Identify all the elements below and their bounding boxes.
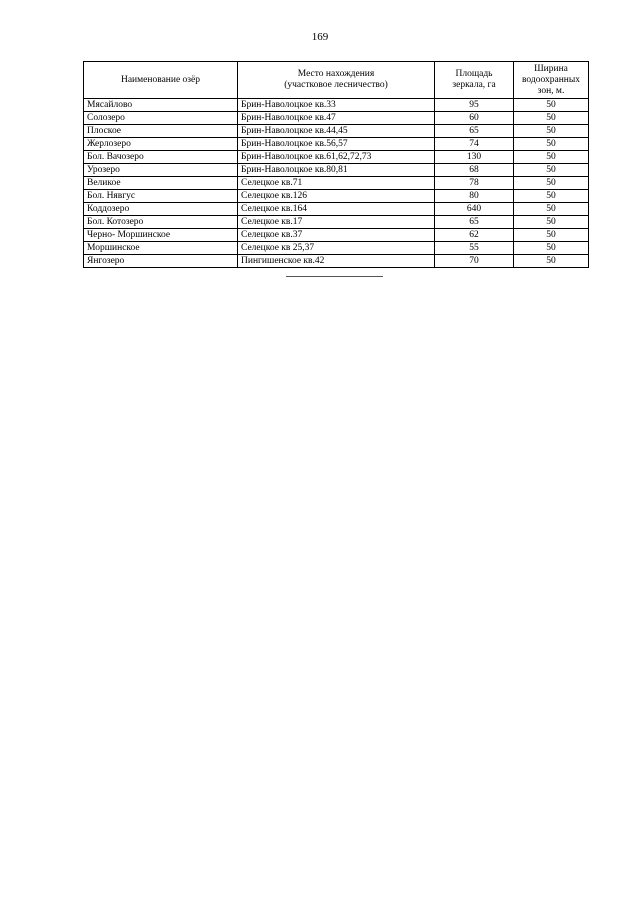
header-area-line2: зеркала, га (452, 80, 496, 90)
cell-location: Пингишенское кв.42 (238, 255, 435, 268)
table-row (84, 229, 589, 242)
cell-lake-name: Бол. Котозеро (84, 216, 238, 229)
cell-location: Брин-Наволоцкое кв.47 (238, 112, 435, 125)
cell-protection-width: 50 (514, 255, 589, 268)
cell-lake-name: Моршинское (84, 242, 238, 255)
cell-lake-name: Бол. Вачозеро (84, 151, 238, 164)
cell-protection-width: 50 (514, 164, 589, 177)
table-row (84, 112, 589, 125)
cell-protection-width: 50 (514, 112, 589, 125)
lakes-table (83, 61, 589, 268)
cell-lake-name: Коддозеро (84, 203, 238, 216)
table-row (84, 203, 589, 216)
header-area-line1: Площадь (455, 69, 493, 79)
cell-location: Селецкое кв 25,37 (238, 242, 435, 255)
cell-location: Селецкое кв.71 (238, 177, 435, 190)
table-row (84, 190, 589, 203)
cell-area: 95 (435, 99, 514, 112)
cell-area: 65 (435, 125, 514, 138)
cell-area: 60 (435, 112, 514, 125)
cell-protection-width: 50 (514, 242, 589, 255)
header-width-line3: зон, м. (537, 85, 565, 96)
cell-protection-width: 50 (514, 125, 589, 138)
cell-location: Селецкое кв.17 (238, 216, 435, 229)
cell-protection-width: 50 (514, 216, 589, 229)
cell-location: Брин-Наволоцкое кв.33 (238, 99, 435, 112)
cell-protection-width: 50 (514, 229, 589, 242)
cell-location: Брин-Наволоцкое кв.44,45 (238, 125, 435, 138)
cell-protection-width: 50 (514, 99, 589, 112)
cell-location: Селецкое кв.126 (238, 190, 435, 203)
header-protection-width (514, 62, 589, 99)
table-row (84, 138, 589, 151)
cell-lake-name: Черно- Моршинское (84, 229, 238, 242)
cell-location: Селецкое кв.164 (238, 203, 435, 216)
cell-lake-name: Янгозеро (84, 255, 238, 268)
table-row (84, 216, 589, 229)
cell-lake-name: Бол. Нявгус (84, 190, 238, 203)
cell-area: 62 (435, 229, 514, 242)
cell-protection-width: 50 (514, 190, 589, 203)
cell-area: 78 (435, 177, 514, 190)
table-header-row (84, 62, 589, 99)
header-area (435, 62, 514, 99)
header-location-line1: Место нахождения (297, 69, 375, 79)
cell-location: Брин-Наволоцкое кв.80,81 (238, 164, 435, 177)
table-row (84, 255, 589, 268)
header-lake-name (84, 62, 238, 99)
cell-area: 74 (435, 138, 514, 151)
cell-lake-name: Урозеро (84, 164, 238, 177)
cell-protection-width: 50 (514, 177, 589, 190)
header-width-line1: Ширина (534, 63, 568, 74)
footer-divider (286, 276, 383, 277)
cell-lake-name: Жерлозеро (84, 138, 238, 151)
cell-lake-name: Великое (84, 177, 238, 190)
cell-lake-name: Плоское (84, 125, 238, 138)
table-row (84, 151, 589, 164)
table-row (84, 164, 589, 177)
header-location (238, 62, 435, 99)
header-lake-name-text: Наименование озёр (120, 74, 201, 85)
cell-area: 65 (435, 216, 514, 229)
header-location-line2: (участковое лесничество) (284, 80, 388, 90)
table-row (84, 177, 589, 190)
cell-area: 55 (435, 242, 514, 255)
cell-area: 70 (435, 255, 514, 268)
header-width-line2: водоохранных (521, 74, 580, 85)
cell-protection-width: 50 (514, 203, 589, 216)
cell-lake-name: Мясайлово (84, 99, 238, 112)
cell-location: Брин-Наволоцкое кв.61,62,72,73 (238, 151, 435, 164)
cell-protection-width: 50 (514, 138, 589, 151)
cell-area: 130 (435, 151, 514, 164)
cell-area: 640 (435, 203, 514, 216)
table-row (84, 99, 589, 112)
cell-location: Селецкое кв.37 (238, 229, 435, 242)
table-row (84, 125, 589, 138)
cell-lake-name: Солозеро (84, 112, 238, 125)
table-row (84, 242, 589, 255)
page-number: 169 (311, 31, 329, 43)
cell-location: Брин-Наволоцкое кв.56,57 (238, 138, 435, 151)
cell-area: 80 (435, 190, 514, 203)
cell-area: 68 (435, 164, 514, 177)
cell-protection-width: 50 (514, 151, 589, 164)
